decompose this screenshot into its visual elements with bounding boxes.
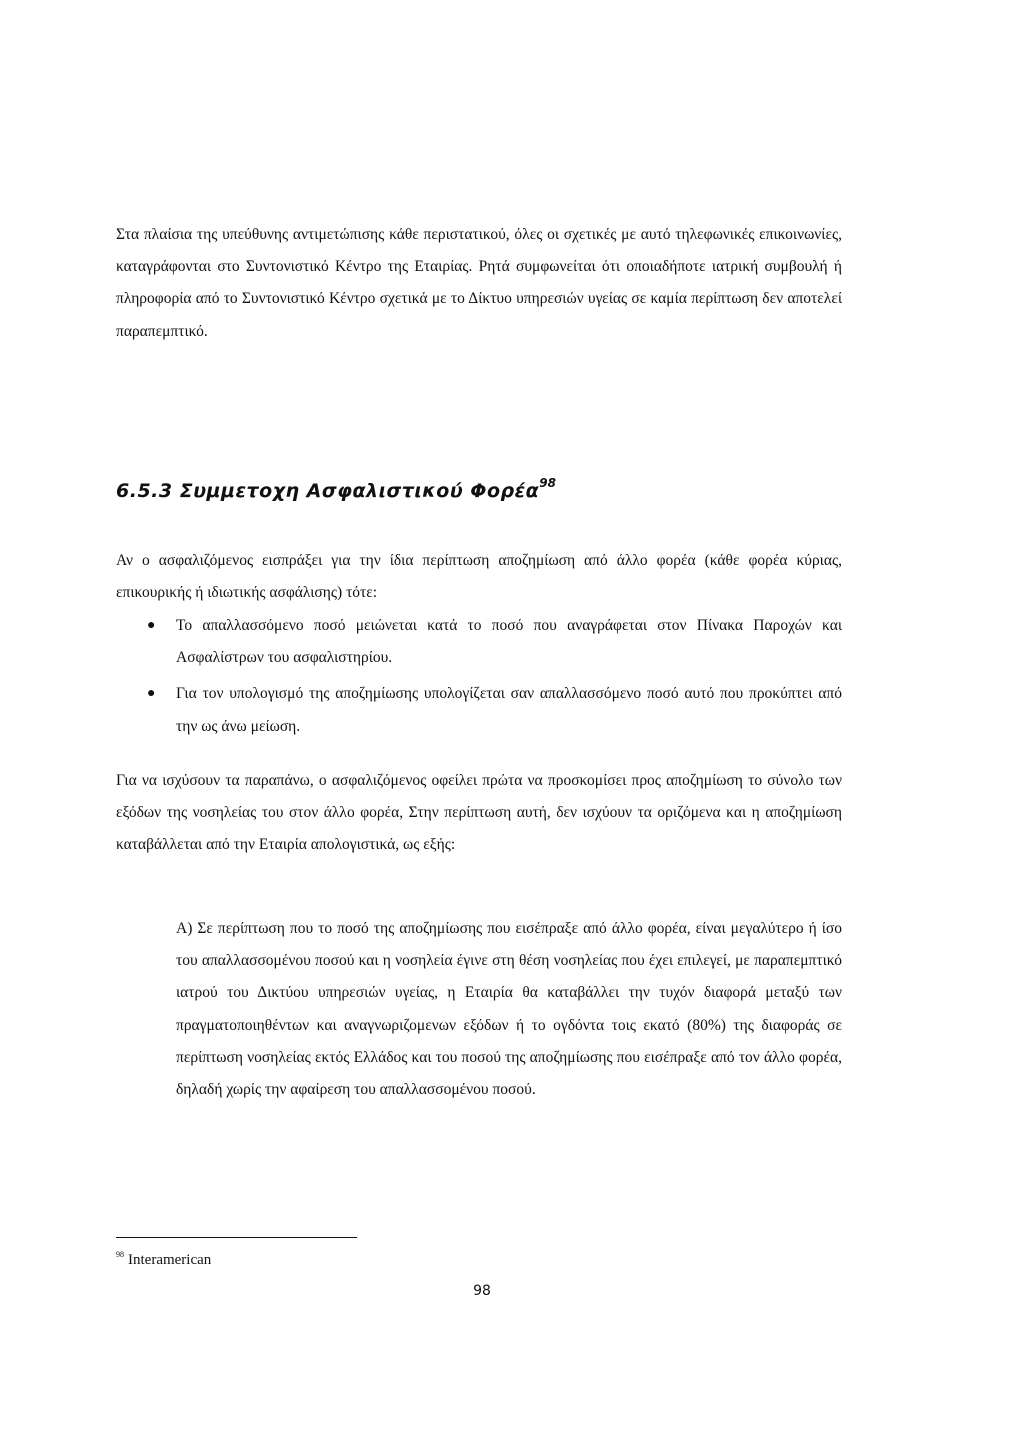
footnote-separator — [116, 1237, 357, 1238]
bullet-item — [116, 678, 842, 742]
section-heading — [116, 463, 842, 511]
bullet-icon: ● — [147, 618, 156, 633]
condition-paragraph: Αν ο ασφαλιζόμενος εισπράξει για την ίδια περίπτωση αποζημίωση από άλλο φορέα (κάθε φορέα κύριας, επικουρικής ή ιδιωτικής ασφάλισης) τότε: — [116, 552, 842, 602]
bullet-text: Για τον υπολογισμό της αποζημίωσης υπολογίζεται σαν απαλλασσόμενο ποσό αυτό που προκύπτει από την ως άνω μείωση. — [176, 685, 842, 735]
footnote — [116, 1245, 211, 1270]
bullet-text: Το απαλλασσόμενο ποσό μειώνεται κατά το ποσό που αναγράφεται στον Πίνακα Παροχών και Ασφαλίστρων του ασφαλιστηρίου. — [176, 617, 842, 667]
requirement-paragraph: Για να ισχύσουν τα παραπάνω, ο ασφαλιζόμενος οφείλει πρώτα να προσκομίσει προς αποζημίωση το σύνολο των εξόδων της νοσηλείας του στον άλλο φορέα, Στην περίπτωση αυτή, δεν ισχύουν τα οριζόμενα και η αποζημίωση καταβάλλεται από την Εταιρία απολογιστικά, ως εξής: — [116, 772, 842, 854]
footnote-reference: 98 — [539, 476, 556, 490]
footnote-marker: 98 — [116, 1250, 124, 1259]
page-number: 98 — [473, 1283, 491, 1299]
footnote-text: Interamerican — [128, 1252, 212, 1268]
section-heading-text: 6.5.3 Συμμετοχη Ασφαλιστικού Φορέα — [116, 480, 540, 502]
intro-paragraph: Στα πλαίσια της υπεύθυνης αντιμετώπισης κάθε περιστατικού, όλες οι σχετικές με αυτό τηλεφωνικές επικοινωνίες, καταγράφονται στο Συντονιστικό Κέντρο της Εταιρίας. Ρητά συμφωνείται ότι οποιαδήποτε ιατρική συμβουλή ή πληροφορία από το Συντονιστικό Κέντρο σχετικά με το Δίκτυο υπηρεσιών υγείας σε καμία περίπτωση δεν αποτελεί παραπεμπτικό. — [116, 226, 842, 340]
bullet-list — [116, 610, 842, 743]
bullet-item — [116, 610, 842, 674]
case-a-paragraph: Α) Σε περίπτωση που το ποσό της αποζημίωσης που εισέπραξε από άλλο φορέα, είναι μεγαλύτερο ή ίσο του απαλλασσομένου ποσού και η νοσηλεία έγινε στη θέση νοσηλείας που έχει επιλεγεί, με παραπεμπτικό ιατρού του Δικτύου υπηρεσιών υγείας, η Εταιρία θα καταβάλλει την τυχόν διαφορά μεταξύ των πραγματοποιηθέντων και αναγνωριζομενων εξόδων ή το ογδόντα τοις εκατό (80%) της διαφοράς σε περίπτωση νοσηλείας εκτός Ελλάδος και του ποσού της αποζημίωσης που εισέπραξε από τον άλλο φορέα, δηλαδή χωρίς την αφαίρεση του απαλλασσομένου ποσού. — [176, 920, 842, 1099]
bullet-icon: ● — [147, 686, 156, 702]
